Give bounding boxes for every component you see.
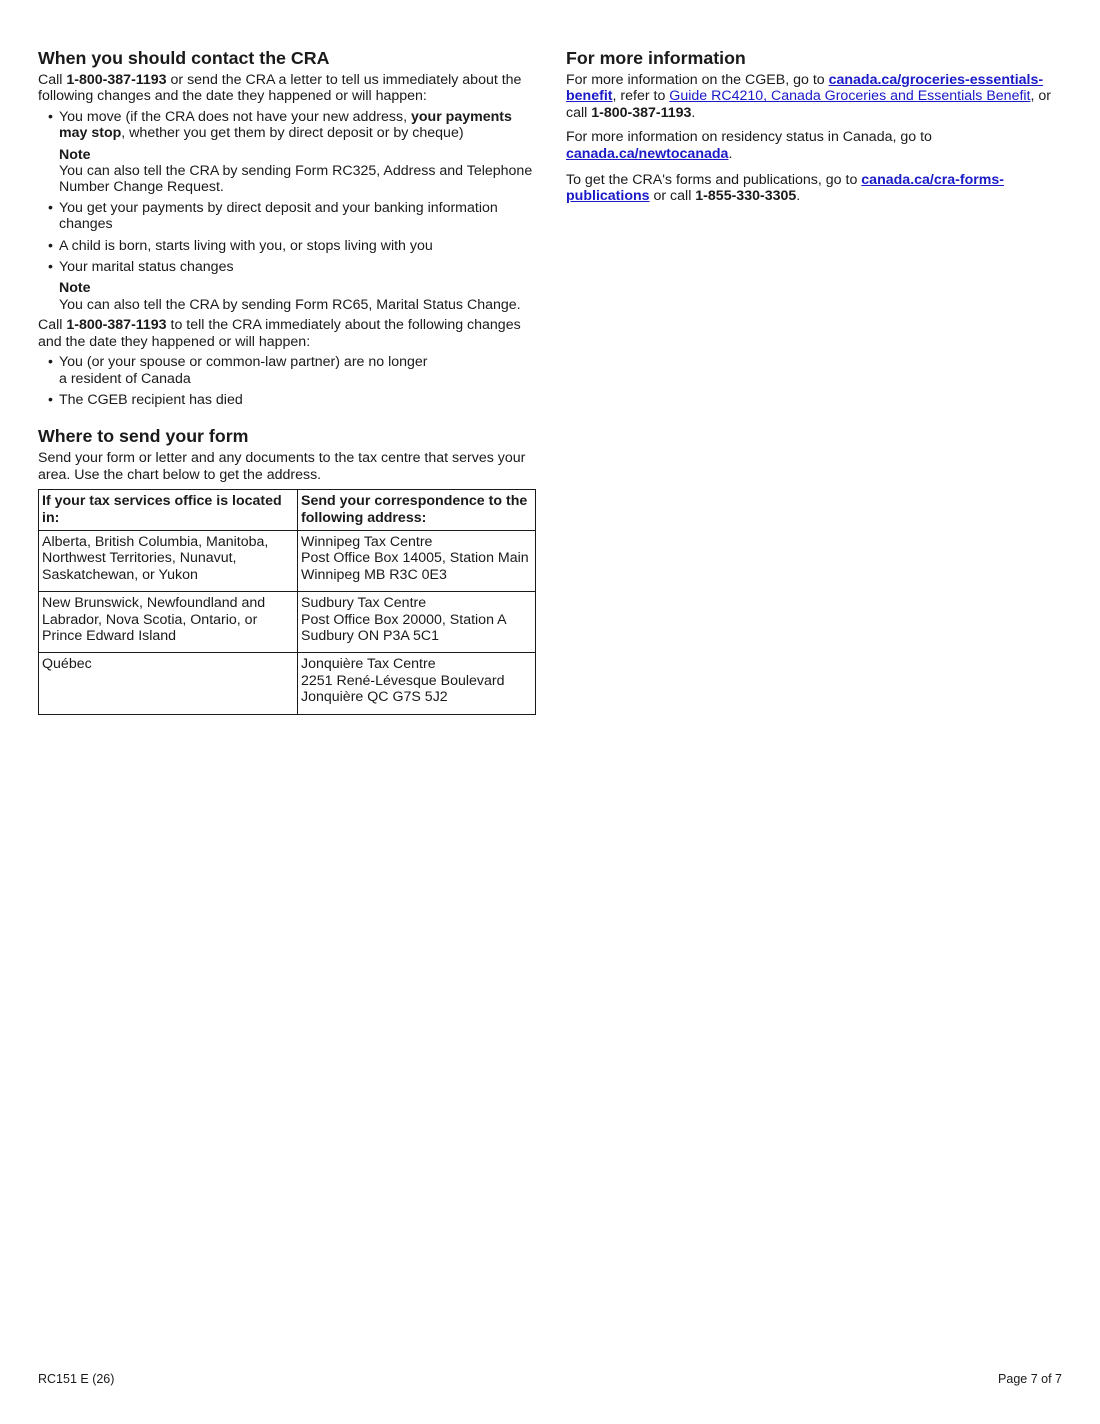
contact-intro-2: Call 1-800-387-1193 to tell the CRA immediately about the following changes and the date they happened or will happen: [38, 317, 521, 350]
note-text: You can also tell the CRA by sending Form RC65, Marital Status Change. [59, 296, 521, 313]
contact-intro-1: Call 1-800-387-1193 or send the CRA a letter to tell us immediately about the following changes and the date they happened or will happen: [38, 72, 522, 105]
list-item: • A child is born, starts living with you, or stops living with you [38, 238, 536, 254]
send-heading: Where to send your form [38, 426, 249, 447]
table-cell-location: New Brunswick, Newfoundland and Labrador, Nova Scotia, Ontario, or Prince Edward Island [39, 592, 298, 653]
table-row [39, 653, 536, 714]
info-heading: For more information [566, 48, 746, 68]
info-paragraph-2: For more information on residency status in Canada, go to canada.ca/newtocanada. [566, 129, 932, 162]
note-text: You can also tell the CRA by sending Form RC325, Address and Telephone Number Change Request. [59, 163, 533, 196]
right-column [566, 48, 1052, 209]
guide-rc4210-link[interactable]: Guide RC4210, Canada Groceries and Essentials Benefit [669, 88, 1031, 105]
form-code: RC151 E (26) [38, 1372, 115, 1386]
contact-heading: When you should contact the CRA [38, 48, 330, 68]
left-column [38, 48, 536, 715]
table-cell-location: Alberta, British Columbia, Manitoba, Northwest Territories, Nunavut, Saskatchewan, or Yukon [39, 530, 298, 591]
phone-number: 1-855-330-3305 [695, 188, 797, 205]
send-section [38, 426, 536, 714]
table-cell-location: Québec [39, 653, 298, 714]
table-row [39, 530, 536, 591]
note-title: Note [59, 146, 91, 163]
info-paragraph-3: To get the CRA's forms and publications, go to canada.ca/cra-forms-publications or call 1-855-330-3305. [566, 172, 1005, 205]
note-title: Note [59, 280, 91, 297]
cgeb-link[interactable]: canada.ca/groceries-essentials-benefit [566, 72, 1044, 105]
table-header-row [39, 490, 536, 531]
list-item: • Your marital status changes [38, 259, 536, 275]
newtocanada-link[interactable]: canada.ca/newtocanada [566, 145, 729, 162]
list-item: • The CGEB recipient has died [38, 392, 536, 408]
contact-list-1 [38, 109, 536, 142]
contact-list-3 [38, 354, 536, 408]
list-item: • You (or your spouse or common-law partner) are no longer a resident of Canada [38, 354, 536, 387]
table-cell-address: Sudbury Tax Centre Post Office Box 20000, Station A Sudbury ON P3A 5C1 [298, 592, 536, 653]
note-address [38, 147, 536, 196]
cra-forms-link[interactable]: canada.ca/cra-forms-publications [566, 172, 1005, 205]
phone-number: 1-800-387-1193 [591, 104, 692, 121]
send-intro: Send your form or letter and any documents to the tax centre that serves your area. Use the chart below to get the address. [38, 450, 526, 483]
table-cell-address: Winnipeg Tax Centre Post Office Box 14005, Station Main Winnipeg MB R3C 0E3 [298, 530, 536, 591]
page-number: Page 7 of 7 [998, 1372, 1062, 1386]
table-header-location: If your tax services office is located in: [39, 490, 298, 531]
info-paragraph-1: For more information on the CGEB, go to canada.ca/groceries-essentials-benefit, refer to Guide RC4210, Canada Groceries and Essentials Benefit, or call 1-800-387-1193. [566, 72, 1051, 121]
table-header-address: Send your correspondence to the following address: [298, 490, 536, 531]
contact-list-2 [38, 200, 536, 276]
list-item: • You move (if the CRA does not have your new address, your payments may stop, whether you get them by direct deposit or by cheque) [38, 109, 536, 142]
tax-centre-table [38, 489, 536, 714]
list-item: • You get your payments by direct deposit and your banking information changes [38, 200, 536, 233]
phone-number: 1-800-387-1193 [66, 72, 167, 88]
table-row [39, 592, 536, 653]
note-marital [38, 280, 536, 313]
table-cell-address: Jonquière Tax Centre 2251 René-Lévesque Boulevard Jonquière QC G7S 5J2 [298, 653, 536, 714]
phone-number: 1-800-387-1193 [66, 317, 167, 334]
